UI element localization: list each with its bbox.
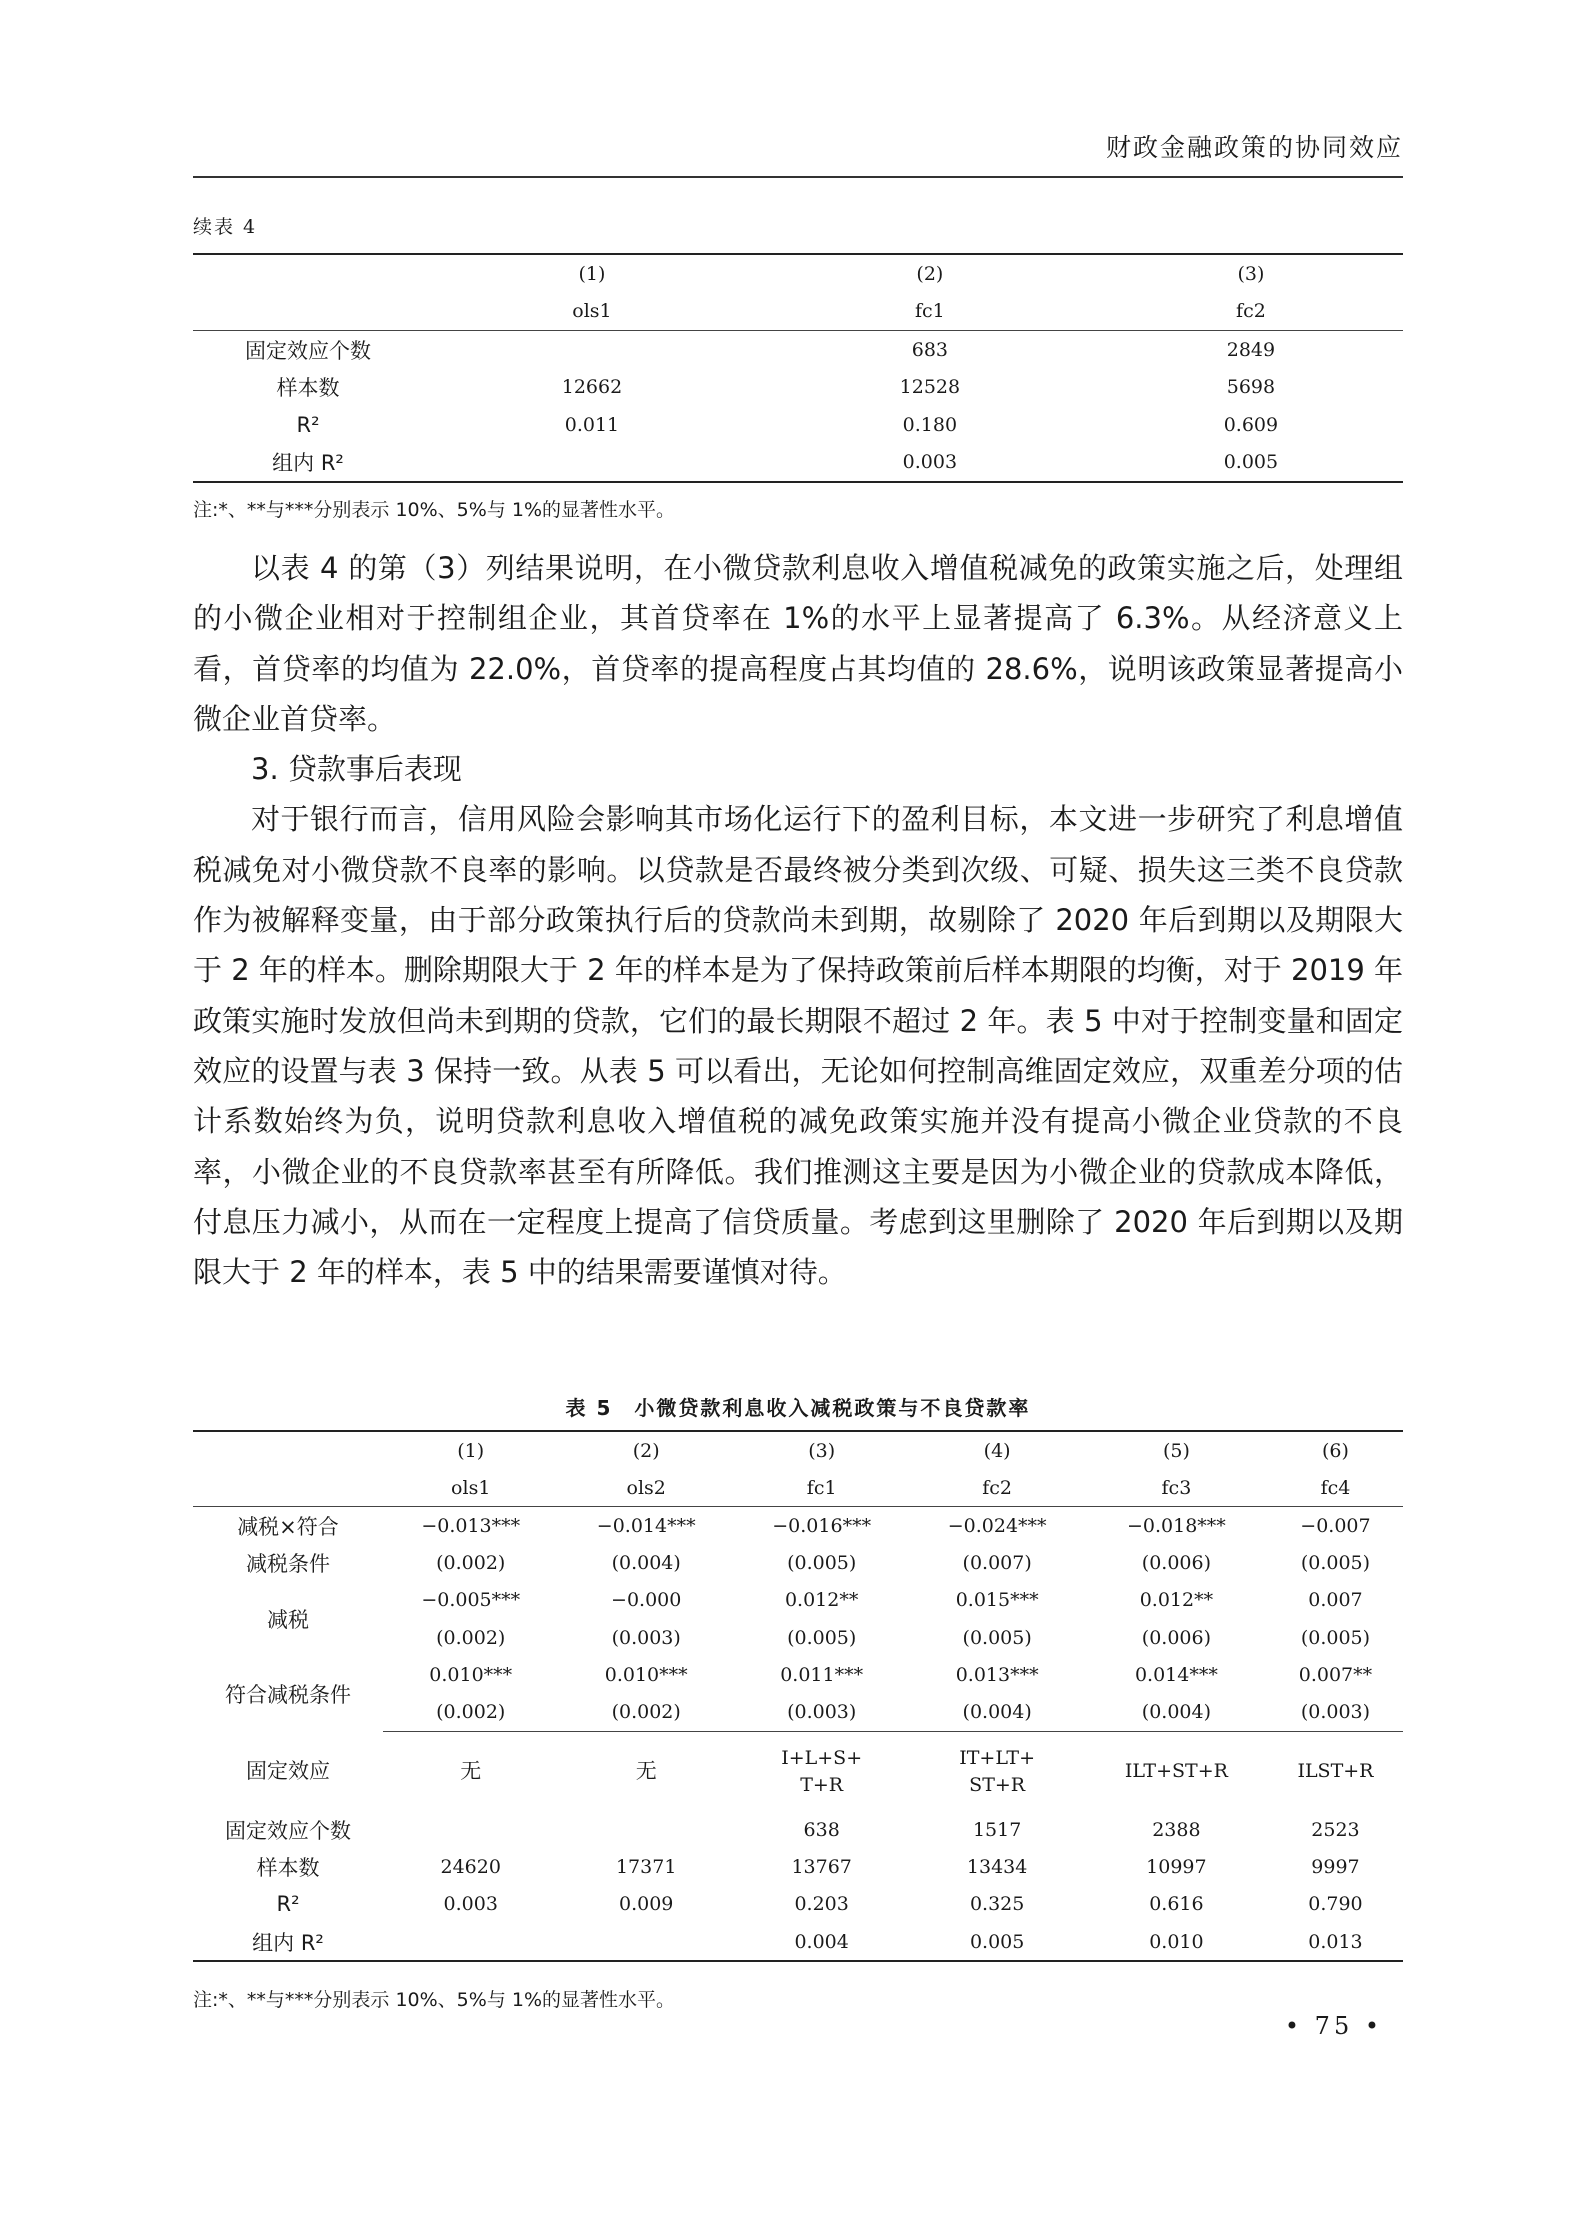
- table4-cell: [423, 331, 761, 369]
- table4-cell: 12662: [561, 376, 623, 399]
- table4-cell: 2849: [1226, 338, 1276, 361]
- table5-row-label: 减税条件: [246, 1552, 330, 1577]
- table5-cell: 24620: [440, 1856, 501, 1879]
- table5-cell: 13434: [966, 1856, 1028, 1879]
- table5-col-number: (3): [808, 1439, 836, 1462]
- table5-fe-cell: [909, 1731, 1084, 1812]
- table5-coef-row: [193, 1582, 1403, 1619]
- table5-col-number: (5): [1162, 1439, 1190, 1462]
- table5-fe-cell: [383, 1731, 558, 1812]
- table4-col-number-row: [193, 255, 1403, 293]
- table5-row-label: R²: [276, 1892, 300, 1917]
- table5-cell: [383, 1923, 558, 1960]
- fe-line: T+R: [800, 1773, 844, 1796]
- table5-row-label: 固定效应: [246, 1758, 330, 1783]
- table5-coef: 0.013***: [955, 1663, 1039, 1686]
- table5-se: (0.003): [611, 1626, 681, 1649]
- table5-coef: 0.012**: [784, 1589, 859, 1612]
- table5-row-label: 固定效应个数: [225, 1819, 351, 1844]
- table5-cell: 0.325: [969, 1893, 1025, 1916]
- table5: [193, 1430, 1403, 1962]
- section-heading: 3. 贷款事后表现: [251, 752, 462, 787]
- table4-row: [193, 406, 1403, 444]
- table5-coef: 0.012**: [1139, 1589, 1214, 1612]
- table4-col-name: ols1: [423, 293, 761, 331]
- header-rule: [193, 176, 1403, 178]
- table5-se-row: [193, 1545, 1403, 1582]
- table5-coef: 0.007: [1308, 1589, 1363, 1612]
- table5-cell: 0.010: [1149, 1930, 1204, 1953]
- table5-coef: 0.015***: [955, 1589, 1039, 1612]
- table5-se: (0.004): [1085, 1693, 1268, 1731]
- table5-coef-row: [193, 1507, 1403, 1545]
- table4: [193, 253, 1403, 483]
- table5-coef: −0.024***: [947, 1514, 1047, 1537]
- table5-cell: 638: [803, 1819, 840, 1842]
- table5-se: (0.002): [436, 1552, 506, 1575]
- table5-col-name: ols1: [383, 1469, 558, 1507]
- body-paragraph: 对于银行而言，信用风险会影响其市场化运行下的盈利目标，本文进一步研究了利息增值税减免对小微贷款不良率的影响。以贷款是否最终被分类到次级、可疑、损失这三类不良贷款作为被解释变量，由于部分政策执行后的贷款尚未到期，故剔除了 2020 年后到期以及期限大于 2 年的样本。删除期限大于 2 年的样本是为了保持政策前后样本期限的均衡，对于 2019 年政策实施时发放但尚未到期的贷款，它们的最长期限不超过 2 年。表 5 中对于控制变量和固定效应的设置与表 3 保持一致。从表 5 可以看出，无论如何控制高维固定效应，双重差分项的估计系数始终为负，说明贷款利息收入增值税的减免政策实施并没有提高小微企业贷款的不良率，小微企业的不良贷款率甚至有所降低。我们推测这主要是因为小微企业的贷款成本降低，付息压力减小，从而在一定程度上提高了信贷质量。考虑到这里删除了 2020 年后到期以及期限大于 2 年的样本，表 5 中的结果需要谨慎对待。: [193, 802, 1404, 1290]
- table5-coef: −0.014***: [596, 1514, 696, 1537]
- running-header: 财政金融政策的协同效应: [1105, 133, 1403, 162]
- table5-cell: 0.005: [969, 1930, 1025, 1953]
- table4-row: [193, 331, 1403, 369]
- table5-se: (0.004): [611, 1552, 681, 1575]
- table4-note: 注:*、**与***分别表示 10%、5%与 1%的显著性水平。: [193, 499, 675, 521]
- table5-coef: 0.011***: [780, 1663, 864, 1686]
- table5-se: (0.005): [787, 1552, 857, 1575]
- table5-coef: −0.000: [611, 1589, 682, 1612]
- table5-cell: 2388: [1152, 1819, 1201, 1842]
- table5-fe-cell: [1268, 1731, 1403, 1812]
- table5-col-number-row: [193, 1432, 1403, 1469]
- table5-se: (0.007): [962, 1552, 1032, 1575]
- table5-col-number: (4): [983, 1439, 1011, 1462]
- table5-se: (0.006): [1141, 1626, 1211, 1649]
- table5-fe-cell: [558, 1731, 733, 1812]
- table4-col-number: (1): [578, 262, 606, 285]
- table5-cell: [383, 1812, 558, 1849]
- table5-col-number: (1): [457, 1439, 485, 1462]
- table4-empty-corner: [193, 293, 423, 331]
- table5-coef: −0.013***: [421, 1514, 521, 1537]
- table5-caption: 表 5 小微贷款利息收入减税政策与不良贷款率: [565, 1396, 1031, 1420]
- table4-row: [193, 444, 1403, 482]
- table5-col-name: fc1: [734, 1469, 909, 1507]
- fe-line: 无: [635, 1759, 657, 1783]
- table4-row-label: 固定效应个数: [245, 338, 371, 363]
- table5-cell: 1517: [972, 1819, 1022, 1842]
- table5-row-label: 符合减税条件: [225, 1682, 351, 1707]
- table4-col-name-row: [193, 293, 1403, 331]
- table4-cell: 0.003: [902, 451, 958, 474]
- body-paragraph: 以表 4 的第（3）列结果说明，在小微贷款利息收入增值税减免的政策实施之后，处理组的小微企业相对于控制组企业，其首贷率在 1%的水平上显著提高了 6.3%。从经济意义上看，首贷率的均值为 22.0%，首贷率的提高程度占其均值的 28.6%，说明该政策显著提高小微企业首贷率。: [193, 551, 1403, 736]
- table5-coef: −0.007: [1300, 1514, 1371, 1537]
- table5-col-number: (6): [1322, 1439, 1349, 1462]
- fe-line: ST+R: [969, 1773, 1026, 1796]
- fe-line: 无: [460, 1759, 482, 1783]
- table4-cell: [423, 444, 761, 482]
- table5-cell: 0.003: [443, 1893, 498, 1916]
- table5-coef: 0.007**: [1298, 1663, 1373, 1686]
- table5-se: (0.006): [1141, 1552, 1211, 1575]
- table5-se: (0.002): [558, 1693, 733, 1731]
- table5-coef: −0.018***: [1126, 1514, 1226, 1537]
- table4-cell: 683: [911, 338, 949, 361]
- table5-stat-row: [193, 1849, 1403, 1886]
- table5-se: (0.005): [787, 1626, 857, 1649]
- table5-stat-row: [193, 1923, 1403, 1960]
- table4-cell: 0.011: [564, 413, 620, 436]
- table5-se: (0.004): [909, 1693, 1084, 1731]
- table5-col-name: fc4: [1268, 1469, 1403, 1507]
- table5-row-label: 减税: [267, 1607, 309, 1632]
- table5-col-name-row: [193, 1469, 1403, 1507]
- table5-row-label: 减税×符合: [237, 1514, 339, 1539]
- table5-cell: 0.790: [1308, 1893, 1363, 1916]
- table4-cell: 0.005: [1223, 451, 1279, 474]
- paper-page: [193, 0, 1403, 2236]
- table5-fixed-effects-row: [193, 1731, 1403, 1812]
- table5-se: (0.005): [1300, 1552, 1371, 1575]
- table5-cell: 0.004: [794, 1930, 849, 1953]
- table5-cell: 0.013: [1308, 1930, 1363, 1953]
- table5-fe-cell: [1085, 1731, 1268, 1812]
- fe-line: IT+LT+: [959, 1746, 1036, 1769]
- table4-row: [193, 369, 1403, 407]
- table5-coef: −0.005***: [421, 1589, 521, 1612]
- table4-cell: 12528: [899, 376, 961, 399]
- table5-se: (0.002): [383, 1693, 558, 1731]
- table4-cell: 5698: [1226, 376, 1276, 399]
- table4-col-number: (2): [916, 262, 944, 285]
- table5-se: (0.005): [962, 1626, 1032, 1649]
- table5-row-label: 样本数: [256, 1856, 320, 1881]
- table5-cell: 0.009: [619, 1893, 674, 1916]
- table5-cell: [558, 1923, 733, 1960]
- table5-cell: 13767: [791, 1856, 852, 1879]
- table5-coef-row: [193, 1656, 1403, 1693]
- table5-stat-row: [193, 1886, 1403, 1923]
- table4-cell: 0.180: [902, 413, 958, 436]
- table5-se: (0.002): [436, 1626, 506, 1649]
- table5-note: 注:*、**与***分别表示 10%、5%与 1%的显著性水平。: [193, 1989, 675, 2011]
- table4-empty-corner: [193, 255, 423, 293]
- table5-col-number: (2): [632, 1439, 660, 1462]
- page-number: • 75 •: [1284, 2012, 1383, 2040]
- fe-line: ILT+ST+R: [1124, 1760, 1228, 1782]
- body-text: [193, 543, 1403, 1297]
- table5-cell: 17371: [615, 1856, 677, 1879]
- table5-cell: 2523: [1311, 1819, 1360, 1842]
- table5-col-name: ols2: [558, 1469, 733, 1507]
- table4-col-name: fc1: [761, 293, 1099, 331]
- table4-row-label: 样本数: [276, 376, 340, 401]
- table5-col-name: fc3: [1085, 1469, 1268, 1507]
- table5-fe-cell: [734, 1731, 909, 1812]
- table5-se: (0.005): [1300, 1626, 1371, 1649]
- fe-line: ILST+R: [1297, 1760, 1374, 1782]
- table4-row-label: R²: [296, 412, 320, 437]
- table4-col-number: (3): [1237, 262, 1265, 285]
- table5-cell: 9997: [1311, 1856, 1360, 1879]
- table5-cell: 10997: [1146, 1856, 1207, 1879]
- table4-row-label: 组内 R²: [272, 451, 344, 476]
- table5-empty-corner: [193, 1469, 383, 1507]
- table5-cell: 0.616: [1149, 1893, 1204, 1916]
- table5-se: (0.003): [1268, 1693, 1403, 1731]
- table5-coef: −0.016***: [772, 1514, 872, 1537]
- table5-cell: [558, 1812, 733, 1849]
- table5-coef: 0.010***: [604, 1663, 688, 1686]
- table5-coef: 0.014***: [1134, 1663, 1218, 1686]
- fe-line: I+L+S+: [781, 1746, 863, 1769]
- table4-cell: 0.609: [1223, 413, 1279, 436]
- table5-col-name: fc2: [909, 1469, 1084, 1507]
- table4-col-name: fc2: [1099, 293, 1403, 331]
- table5-empty-corner: [193, 1432, 383, 1469]
- table4-continued-label: 续表 4: [193, 216, 258, 238]
- table5-stat-row: [193, 1812, 1403, 1849]
- table5-se: (0.003): [734, 1693, 909, 1731]
- table5-cell: 0.203: [794, 1893, 849, 1916]
- table5-coef: 0.010***: [429, 1663, 513, 1686]
- table5-row-label: 组内 R²: [252, 1930, 324, 1955]
